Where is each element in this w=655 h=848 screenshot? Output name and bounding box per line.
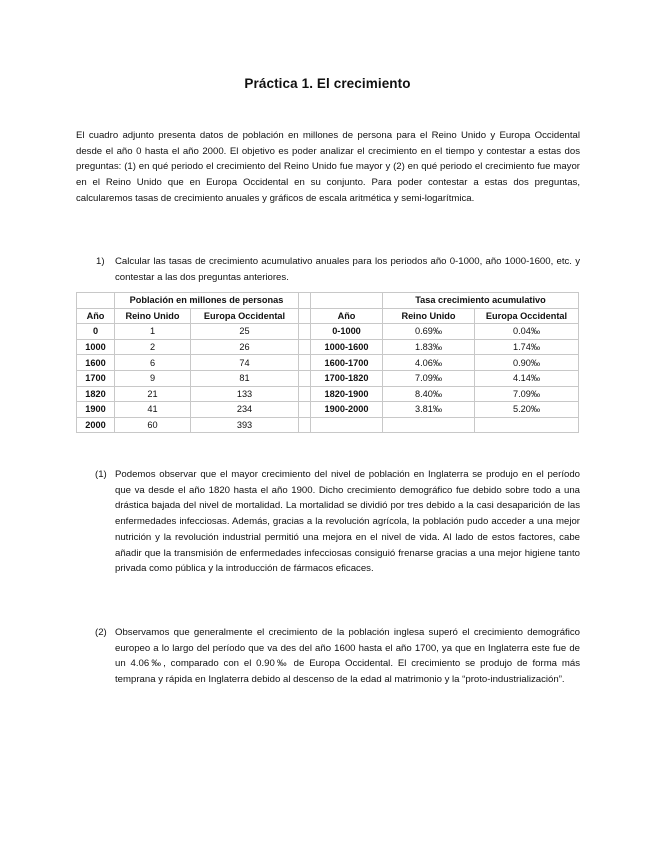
we-cell: 81 — [191, 370, 299, 386]
table-row — [77, 370, 579, 386]
we-rate-cell: 1.74‰ — [475, 339, 579, 355]
period-cell — [311, 417, 383, 433]
we-cell: 133 — [191, 386, 299, 402]
col-we-rate-header: Europa Occidental — [475, 308, 579, 324]
period-cell: 0-1000 — [311, 324, 383, 340]
uk-rate-cell: 3.81‰ — [383, 402, 475, 418]
col-we-header: Europa Occidental — [191, 308, 299, 324]
uk-rate-cell: 1.83‰ — [383, 339, 475, 355]
year-cell: 0 — [77, 324, 115, 340]
table-row — [77, 386, 579, 402]
we-cell: 74 — [191, 355, 299, 371]
question-1 — [76, 254, 580, 285]
uk-cell: 41 — [115, 402, 191, 418]
table-cell — [299, 324, 311, 340]
period-cell: 1600-1700 — [311, 355, 383, 371]
we-cell: 26 — [191, 339, 299, 355]
table-cell — [311, 293, 383, 309]
year-cell: 1820 — [77, 386, 115, 402]
table-header-row-1 — [77, 293, 579, 309]
page-title: Práctica 1. El crecimiento — [244, 76, 411, 91]
uk-cell: 9 — [115, 370, 191, 386]
uk-cell: 1 — [115, 324, 191, 340]
uk-rate-cell: 0.69‰ — [383, 324, 475, 340]
answer-1-text: Podemos observar que el mayor crecimiento del nivel de población en Inglaterra se produjo en el período que va desde el año 1820 hasta el año 1900. Dicho crecimiento demográfico fue debido sobre todo a una drástica bajada del nivel de mortalidad. La mortalidad se dividió por tres debido a la casi desaparición de las enfermedades infecciosas. Además, gracias a la revolución agrícola, la población pudo acceder a una mejor nutrición y la revolución industrial permitió una mejora en el nivel de vida. Al lado de estos factores, cabe añadir que la transmisión de enfermedades infecciosas consiguió frenarse gracias a una mejor higiene tanto privada como pública y la introducción de fármacos eficaces. — [115, 469, 580, 575]
uk-rate-cell: 8.40‰ — [383, 386, 475, 402]
we-rate-cell — [475, 417, 579, 433]
uk-cell: 2 — [115, 339, 191, 355]
table-header-row-2 — [77, 308, 579, 324]
table-cell — [299, 355, 311, 371]
col-uk-header: Reino Unido — [115, 308, 191, 324]
we-rate-cell: 0.04‰ — [475, 324, 579, 340]
answer-1 — [76, 467, 580, 577]
population-header: Población en millones de personas — [115, 293, 299, 309]
uk-rate-cell — [383, 417, 475, 433]
year-cell: 1900 — [77, 402, 115, 418]
col-year-header: Año — [77, 308, 115, 324]
year-cell: 1700 — [77, 370, 115, 386]
period-cell: 1900-2000 — [311, 402, 383, 418]
table-row — [77, 339, 579, 355]
period-cell: 1700-1820 — [311, 370, 383, 386]
uk-cell: 6 — [115, 355, 191, 371]
we-rate-cell: 0.90‰ — [475, 355, 579, 371]
we-rate-cell: 7.09‰ — [475, 386, 579, 402]
table-cell — [299, 339, 311, 355]
growth-header: Tasa crecimiento acumulativo — [383, 293, 579, 309]
col-uk-rate-header: Reino Unido — [383, 308, 475, 324]
answer-1-number: (1) — [95, 469, 107, 480]
we-cell: 25 — [191, 324, 299, 340]
col-period-header: Año — [311, 308, 383, 324]
uk-cell: 21 — [115, 386, 191, 402]
year-cell: 2000 — [77, 417, 115, 433]
table-row — [77, 324, 579, 340]
we-rate-cell: 5.20‰ — [475, 402, 579, 418]
table-cell — [299, 370, 311, 386]
answer-2-number: (2) — [95, 627, 107, 638]
intro-paragraph: El cuadro adjunto presenta datos de población en millones de persona para el Reino Unido y Europa Occidental desde el año 0 hasta el año 2000. El objetivo es poder analizar el crecimiento en el tiempo y contestar a estas dos preguntas: (1) en qué periodo el crecimiento del Reino Unido fue mayor y (2) en qué periodo el crecimiento fue mayor en el Reino Unido que en Europa Occidental en su conjunto. Para poder contestar a estas dos preguntas, calcularemos tasas de crecimiento anuales y gráficos de escala aritmética y semi-logarítmica. — [76, 130, 580, 204]
period-cell: 1000-1600 — [311, 339, 383, 355]
table-cell — [299, 402, 311, 418]
question-1-number: 1) — [96, 256, 105, 267]
uk-rate-cell: 4.06‰ — [383, 355, 475, 371]
year-cell: 1000 — [77, 339, 115, 355]
uk-cell: 60 — [115, 417, 191, 433]
we-cell: 393 — [191, 417, 299, 433]
answer-2 — [76, 625, 580, 688]
table-row — [77, 355, 579, 371]
table-row — [77, 417, 579, 433]
table-cell — [77, 293, 115, 309]
table-row — [77, 402, 579, 418]
we-cell: 234 — [191, 402, 299, 418]
year-cell: 1600 — [77, 355, 115, 371]
we-rate-cell: 4.14‰ — [475, 370, 579, 386]
uk-rate-cell: 7.09‰ — [383, 370, 475, 386]
population-table — [76, 292, 579, 433]
table-cell — [299, 417, 311, 433]
table-cell — [299, 293, 311, 309]
table-cell — [299, 386, 311, 402]
answer-2-text: Observamos que generalmente el crecimiento de la población inglesa superó el crecimiento demográfico europeo a lo largo del período que va des del año 1600 hasta el año 1700, ya que en Inglaterra este fue de un 4.06‰, comparado con el 0.90‰ de Europa Occidental. El crecimiento se produjo de forma más temprana y rápida en Inglaterra debido al descenso de la edad al matrimonio y la “proto-industrialización”. — [115, 627, 580, 686]
period-cell: 1820-1900 — [311, 386, 383, 402]
question-1-text: Calcular las tasas de crecimiento acumulativo anuales para los periodos año 0-1000, año 1000-1600, etc. y contestar a las dos preguntas anteriores. — [115, 256, 580, 283]
table-cell — [299, 308, 311, 324]
